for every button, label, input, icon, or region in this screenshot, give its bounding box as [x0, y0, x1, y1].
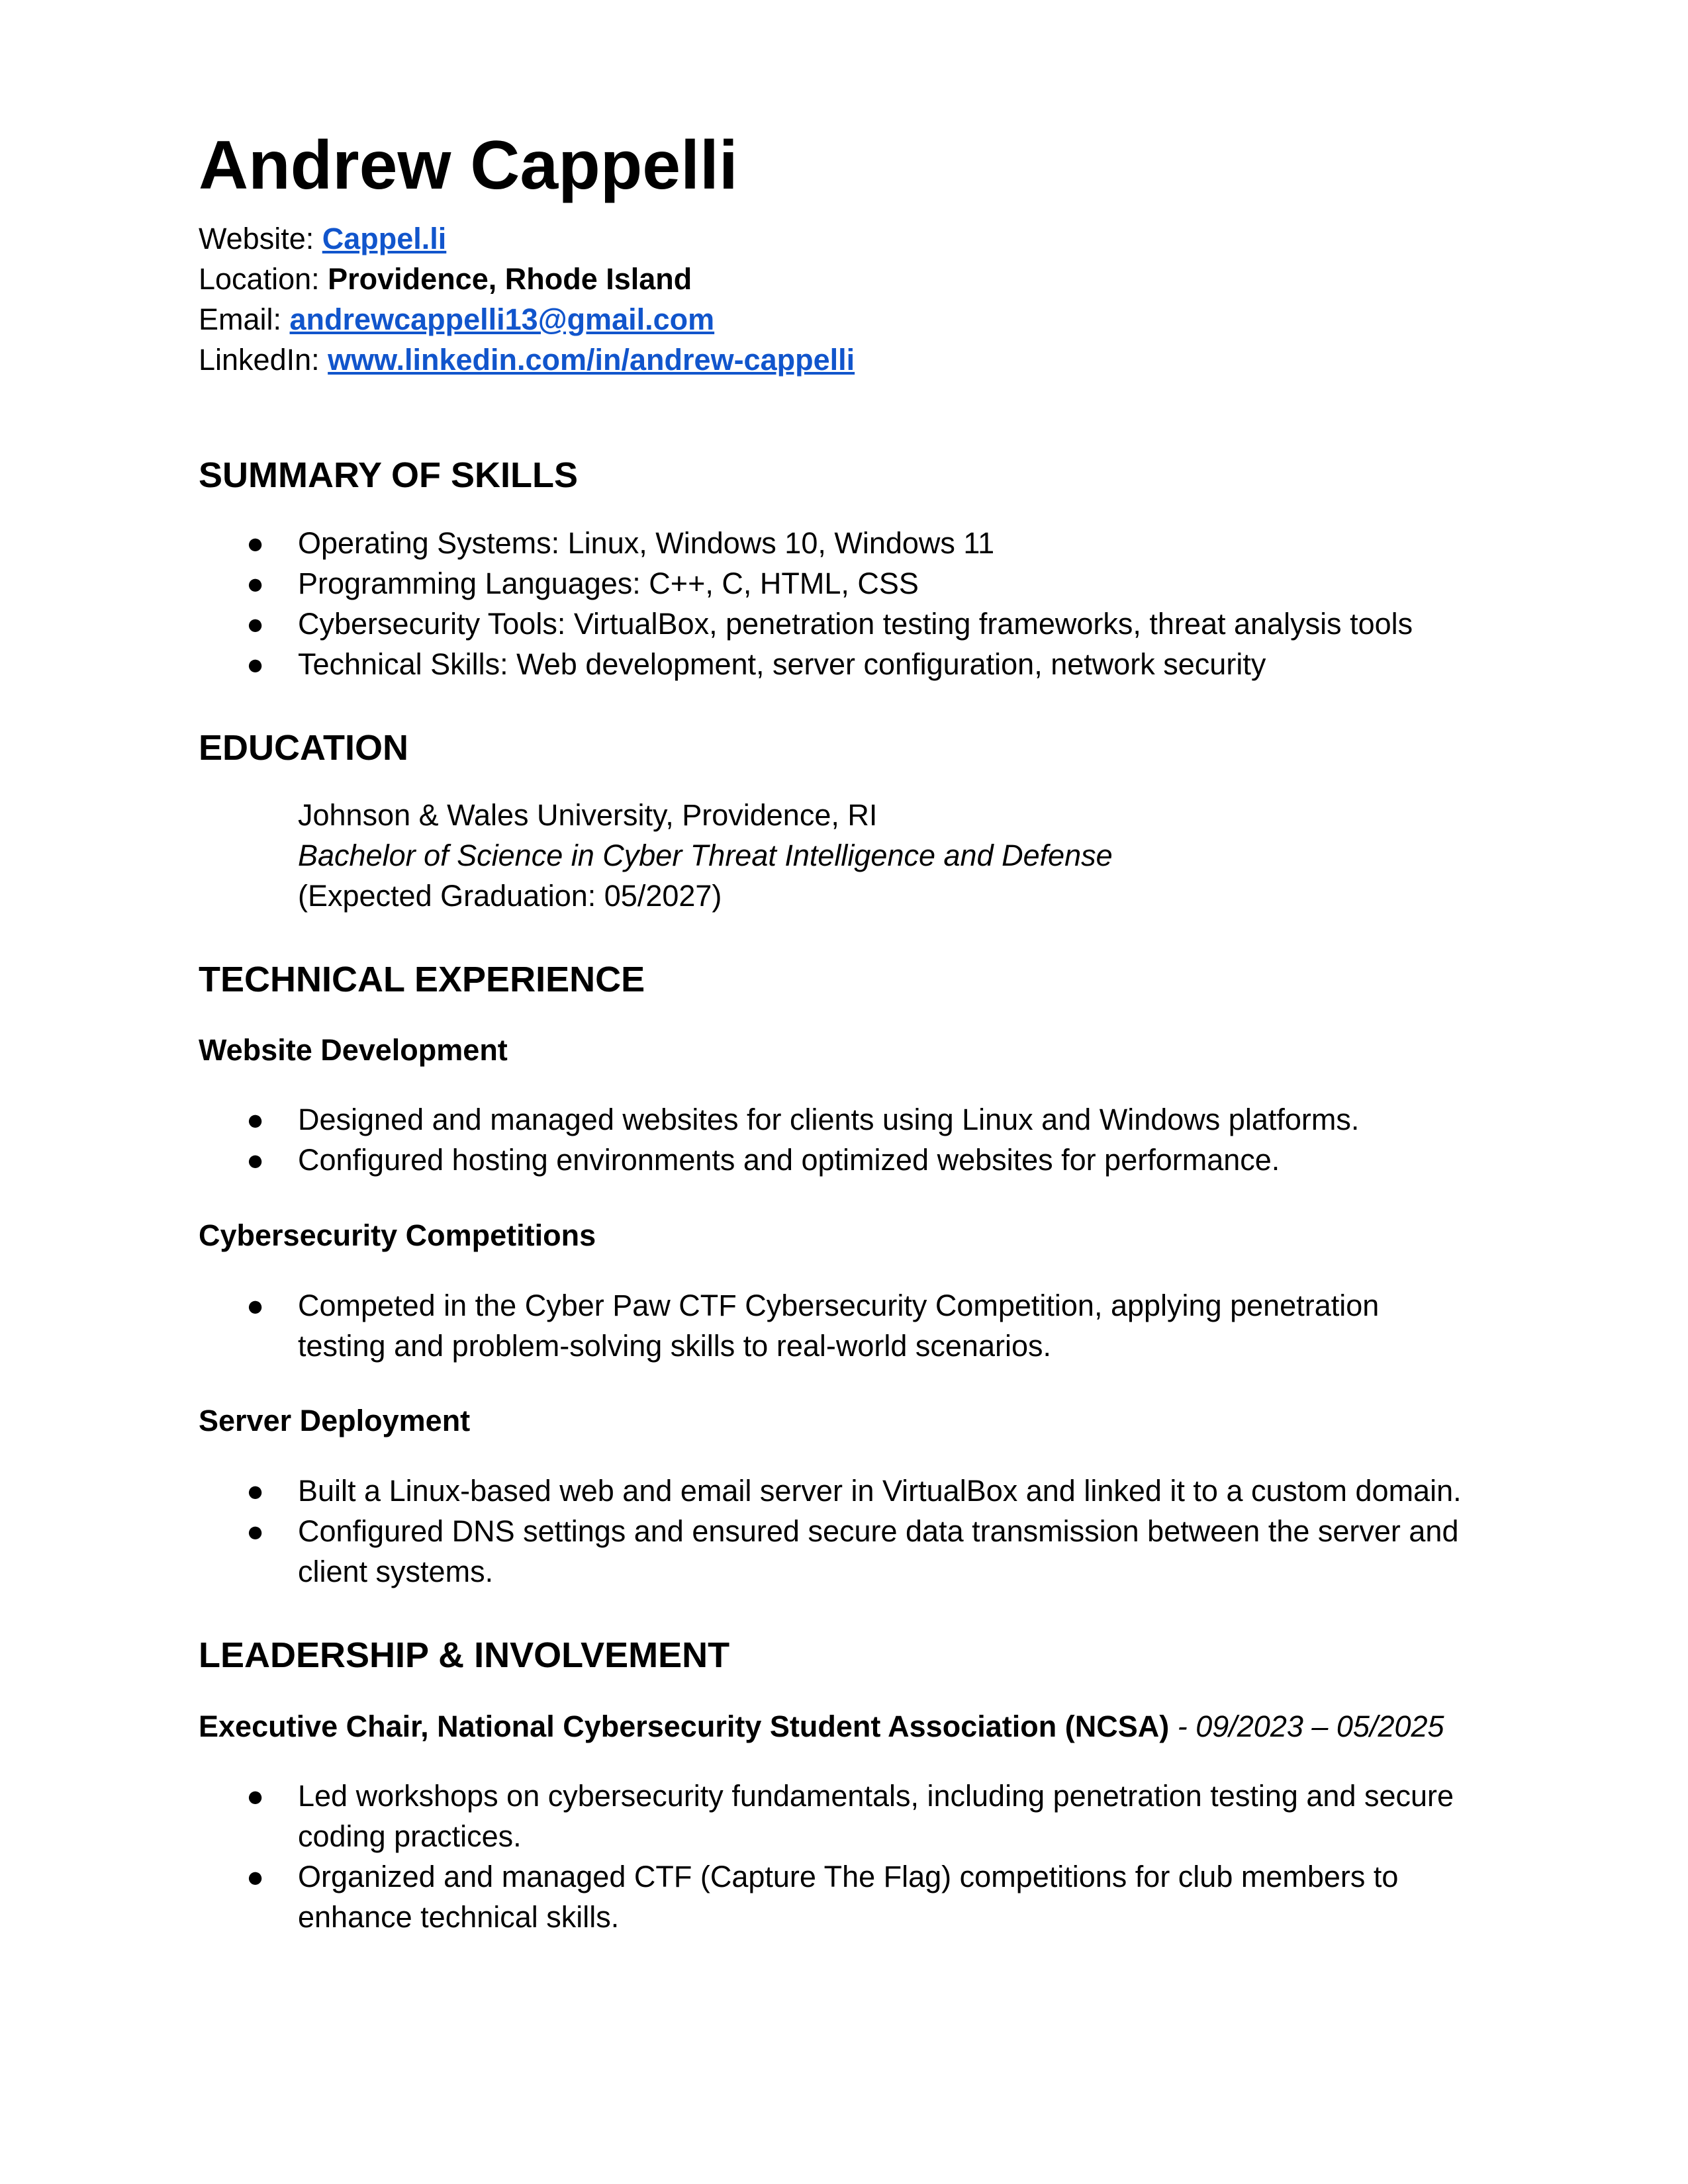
skill-text: Technical Skills: Web development, server configuration, network security — [298, 647, 1266, 681]
graduation-date: (Expected Graduation: 05/2027) — [298, 879, 722, 913]
list-item — [199, 1140, 1489, 1180]
email-line — [199, 299, 855, 340]
skill-text: Programming Languages: C++, C, HTML, CSS — [298, 567, 919, 600]
list-item — [199, 1776, 1476, 1856]
bullet-icon: ● — [246, 526, 265, 560]
leadership-list — [199, 1776, 1476, 1937]
website-line — [199, 218, 855, 259]
website-link[interactable]: Cappel.li — [322, 222, 447, 255]
experience-subheading: Cybersecurity Competitions — [199, 1218, 596, 1252]
skills-list — [199, 523, 1489, 684]
skills-heading: SUMMARY OF SKILLS — [199, 455, 579, 495]
bullet-icon: ● — [246, 567, 265, 600]
experience-list — [199, 1285, 1410, 1366]
skill-text: Cybersecurity Tools: VirtualBox, penetration testing frameworks, threat analysis tools — [298, 607, 1413, 641]
list-item — [199, 1099, 1489, 1140]
list-item — [199, 1471, 1489, 1511]
linkedin-line — [199, 340, 855, 380]
bullet-icon: ● — [246, 1289, 265, 1322]
leadership-dates: 09/2023 – 05/2025 — [1196, 1709, 1444, 1743]
list-item — [199, 1285, 1410, 1366]
degree-name: Bachelor of Science in Cyber Threat Intelligence and Defense — [298, 839, 1113, 872]
list-item — [199, 1511, 1489, 1592]
experience-list — [199, 1099, 1489, 1180]
education-block — [298, 795, 1113, 916]
linkedin-link[interactable]: www.linkedin.com/in/andrew-cappelli — [328, 343, 855, 377]
location-value: Providence, Rhode Island — [328, 262, 692, 296]
experience-text: Configured DNS settings and ensured secure data transmission between the server and client systems. — [298, 1514, 1459, 1588]
leadership-separator: - — [1169, 1709, 1196, 1743]
bullet-icon: ● — [246, 1779, 265, 1813]
list-item — [199, 523, 1489, 563]
experience-text: Configured hosting environments and optimized websites for performance. — [298, 1143, 1280, 1177]
bullet-icon: ● — [246, 607, 265, 641]
list-item — [199, 1856, 1476, 1937]
experience-text: Competed in the Cyber Paw CTF Cybersecurity Competition, applying penetration testing and problem-solving skills to real-world scenarios. — [298, 1289, 1380, 1363]
bullet-icon: ● — [246, 1514, 265, 1548]
experience-subheading: Server Deployment — [199, 1404, 471, 1437]
leadership-heading: LEADERSHIP & INVOLVEMENT — [199, 1635, 730, 1675]
bullet-icon: ● — [246, 1474, 265, 1508]
leadership-text: Led workshops on cybersecurity fundamentals, including penetration testing and secure coding practices. — [298, 1779, 1454, 1853]
education-heading: EDUCATION — [199, 728, 408, 768]
list-item — [199, 604, 1489, 644]
experience-text: Designed and managed websites for clients using Linux and Windows platforms. — [298, 1103, 1360, 1136]
location-line — [199, 259, 855, 299]
leadership-role-line — [199, 1711, 1444, 1741]
email-link[interactable]: andrewcappelli13@gmail.com — [289, 302, 715, 336]
experience-text: Built a Linux-based web and email server in VirtualBox and linked it to a custom domain. — [298, 1474, 1462, 1508]
skill-text: Operating Systems: Linux, Windows 10, Windows 11 — [298, 526, 995, 560]
bullet-icon: ● — [246, 1103, 265, 1136]
experience-subheading: Website Development — [199, 1033, 508, 1067]
leadership-text: Organized and managed CTF (Capture The Flag) competitions for club members to enhance technical skills. — [298, 1860, 1399, 1934]
school-name: Johnson & Wales University, Providence, RI — [298, 798, 878, 832]
contact-block — [199, 218, 855, 380]
website-label: Website: — [199, 222, 322, 255]
location-label: Location: — [199, 262, 328, 296]
experience-heading: TECHNICAL EXPERIENCE — [199, 960, 645, 999]
linkedin-label: LinkedIn: — [199, 343, 328, 377]
bullet-icon: ● — [246, 1860, 265, 1893]
list-item — [199, 563, 1489, 604]
bullet-icon: ● — [246, 647, 265, 681]
bullet-icon: ● — [246, 1143, 265, 1177]
resume-name: Andrew Cappelli — [199, 127, 738, 204]
list-item — [199, 644, 1489, 684]
leadership-role: Executive Chair, National Cybersecurity Student Association (NCSA) — [199, 1709, 1170, 1743]
experience-list — [199, 1471, 1489, 1592]
email-label: Email: — [199, 302, 290, 336]
